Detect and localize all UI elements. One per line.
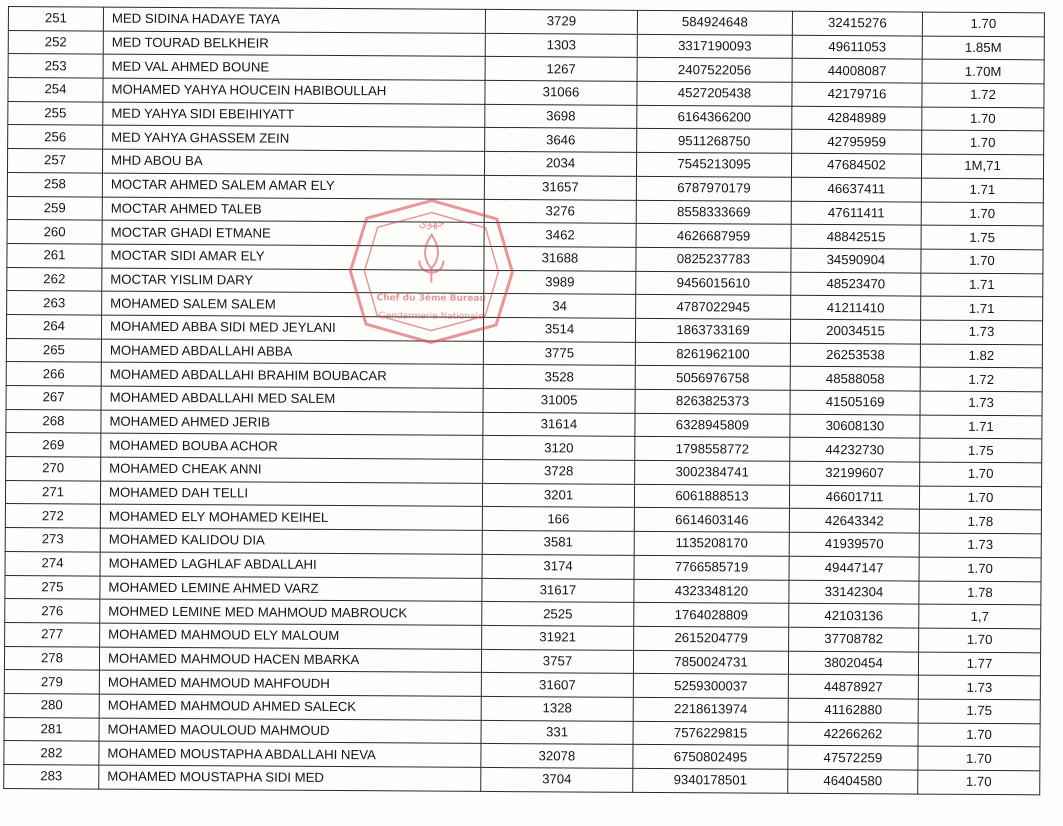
cell-height: 1M,71 — [921, 154, 1043, 178]
cell-nni: 6614603146 — [634, 508, 789, 533]
cell-num: 272 — [5, 504, 100, 528]
cell-name: MOHMED LEMINE MED MAHMOUD MABROUCK — [100, 599, 482, 625]
cell-nni: 1135208170 — [634, 531, 789, 556]
cell-height: 1.71 — [920, 415, 1042, 439]
cell-num: 274 — [5, 551, 100, 575]
cell-phone: 46601711 — [789, 485, 919, 509]
cell-code: 31617 — [482, 578, 634, 603]
cell-code: 31607 — [481, 673, 633, 698]
cell-nni: 7545213095 — [636, 152, 791, 177]
cell-phone: 42179716 — [792, 82, 922, 106]
cell-name: MOHAMED ABDALLAHI BRAHIM BOUBACAR — [101, 362, 483, 388]
cell-height: 1.70M — [922, 59, 1044, 83]
cell-phone: 26253538 — [790, 343, 920, 367]
cell-height: 1.70 — [922, 131, 1044, 155]
cell-nni: 1863733169 — [635, 318, 790, 343]
cell-nni: 4787022945 — [636, 295, 791, 320]
cell-nni: 6061888513 — [634, 484, 789, 509]
cell-code: 3120 — [483, 436, 635, 461]
cell-nni: 8261962100 — [635, 342, 790, 367]
cell-name: MOHAMED LEMINE AHMED VARZ — [100, 576, 482, 602]
cell-name: MOCTAR AHMED TALEB — [102, 197, 484, 223]
cell-nni: 1798558772 — [635, 437, 790, 462]
cell-phone: 20034515 — [790, 319, 920, 343]
cell-phone: 37708782 — [789, 627, 919, 651]
stamp-text-bottom: Gendarmerie Nationale — [378, 311, 484, 322]
cell-phone: 44232730 — [790, 438, 920, 462]
cell-nni: 2407522056 — [637, 58, 792, 83]
cell-height: 1,7 — [919, 604, 1041, 628]
cell-phone: 47611411 — [791, 201, 921, 225]
cell-phone: 44878927 — [788, 675, 918, 699]
cell-num: 252 — [8, 30, 103, 54]
cell-phone: 32415276 — [792, 11, 922, 35]
cell-num: 255 — [8, 101, 103, 125]
cell-num: 283 — [4, 764, 99, 788]
cell-num: 281 — [4, 717, 99, 741]
cell-name: MOHAMED ABDALLAHI MED SALEM — [101, 386, 483, 412]
cell-phone: 48588058 — [790, 367, 920, 391]
cell-num: 254 — [8, 78, 103, 102]
cell-height: 1.70 — [920, 462, 1042, 486]
cell-num: 268 — [6, 409, 101, 433]
cell-num: 275 — [5, 575, 100, 599]
cell-phone: 41505169 — [790, 390, 920, 414]
cell-phone: 41211410 — [791, 296, 921, 320]
cell-code: 3528 — [483, 365, 635, 390]
cell-height: 1.71 — [921, 178, 1043, 202]
cell-name: MOHAMED BOUBA ACHOR — [101, 433, 483, 459]
cell-nni: 8263825373 — [635, 389, 790, 414]
cell-code: 3646 — [485, 128, 637, 153]
cell-name: MOHAMED MOUSTAPHA SIDI MED — [99, 765, 481, 791]
cell-code: 3775 — [483, 341, 635, 366]
cell-name: MOHAMED MAHMOUD HACEN MBARKA — [99, 647, 481, 673]
cell-height: 1.78 — [919, 581, 1041, 605]
cell-name: MOHAMED LAGHLAF ABDALLAHI — [100, 552, 482, 578]
cell-num: 259 — [7, 196, 102, 220]
cell-nni: 9340178501 — [633, 768, 788, 793]
cell-num: 273 — [5, 528, 100, 552]
cell-code: 331 — [481, 720, 633, 745]
cell-height: 1.73 — [919, 533, 1041, 557]
cell-name: MOHAMED ELY MOHAMED KEIHEL — [100, 505, 482, 531]
cell-num: 282 — [4, 741, 99, 765]
cell-nni: 3002384741 — [635, 460, 790, 485]
cell-code: 31657 — [484, 175, 636, 200]
table-row — [4, 764, 1040, 794]
cell-phone: 33142304 — [789, 580, 919, 604]
cell-num: 262 — [7, 267, 102, 291]
cell-name: MED VAL AHMED BOUNE — [103, 54, 485, 80]
cell-code: 3704 — [481, 767, 633, 792]
cell-phone: 42266262 — [788, 722, 918, 746]
cell-name: MOHAMED AHMED JERIB — [101, 410, 483, 436]
cell-phone: 44008087 — [792, 59, 922, 83]
cell-height: 1.70 — [918, 723, 1040, 747]
cell-code: 2034 — [484, 152, 636, 177]
cell-nni: 1764028809 — [634, 603, 789, 628]
cell-phone: 48842515 — [791, 224, 921, 248]
cell-name: MOHAMED MAOULOUD MAHMOUD — [99, 718, 481, 744]
cell-nni: 6328945809 — [635, 413, 790, 438]
cell-num: 277 — [5, 622, 100, 646]
cell-nni: 7766585719 — [634, 555, 789, 580]
cell-height: 1.70 — [922, 107, 1044, 131]
cell-name: MED SIDINA HADAYE TAYA — [103, 7, 485, 33]
cell-height: 1.70 — [918, 770, 1040, 794]
cell-code: 31005 — [483, 388, 635, 413]
cell-num: 253 — [8, 54, 103, 78]
cell-code: 3276 — [484, 199, 636, 224]
cell-phone: 41939570 — [789, 532, 919, 556]
stamp-text-center: Chef du 3ème Bureau — [376, 293, 486, 304]
cell-name: MOHAMED DAH TELLI — [100, 481, 482, 507]
cell-height: 1.73 — [918, 675, 1040, 699]
cell-height: 1.70 — [919, 557, 1041, 581]
cell-phone: 30608130 — [790, 414, 920, 438]
document-sheet — [3, 6, 1048, 795]
cell-num: 263 — [7, 291, 102, 315]
cell-nni: 9456015610 — [636, 271, 791, 296]
cell-num: 257 — [7, 149, 102, 173]
cell-height: 1.72 — [920, 367, 1042, 391]
cell-code: 3728 — [483, 459, 635, 484]
cell-code: 2525 — [482, 602, 634, 627]
cell-phone: 49611053 — [792, 35, 922, 59]
cell-nni: 5056976758 — [635, 366, 790, 391]
cell-num: 276 — [5, 599, 100, 623]
cell-height: 1.70 — [921, 249, 1043, 273]
stamp-text-top: جهوي — [418, 216, 445, 230]
cell-height: 1.75 — [920, 438, 1042, 462]
cell-height: 1.75 — [918, 699, 1040, 723]
cell-height: 1.70 — [921, 202, 1043, 226]
cell-code: 1303 — [485, 33, 637, 58]
cell-height: 1.72 — [922, 83, 1044, 107]
cell-code: 32078 — [481, 744, 633, 769]
cell-code: 3757 — [481, 649, 633, 674]
cell-code: 3174 — [482, 554, 634, 579]
cell-nni: 584924648 — [637, 10, 792, 35]
cell-phone: 42848989 — [792, 106, 922, 130]
cell-code: 3201 — [482, 483, 634, 508]
cell-code: 3989 — [484, 270, 636, 295]
cell-code: 166 — [482, 507, 634, 532]
cell-num: 265 — [6, 338, 101, 362]
cell-num: 260 — [7, 220, 102, 244]
cell-num: 264 — [6, 314, 101, 338]
cell-nni: 7576229815 — [633, 721, 788, 746]
cell-height: 1.70 — [919, 628, 1041, 652]
cell-height: 1.78 — [919, 510, 1041, 534]
cell-phone: 32199607 — [790, 461, 920, 485]
cell-height: 1.75 — [921, 225, 1043, 249]
cell-num: 266 — [6, 362, 101, 386]
cell-nni: 9511268750 — [637, 129, 792, 154]
cell-num: 261 — [7, 243, 102, 267]
cell-name: MED TOURAD BELKHEIR — [103, 31, 485, 57]
cell-name: MOHAMED SALEM SALEM — [102, 291, 484, 317]
cell-name: MOHAMED CHEAK ANNI — [101, 457, 483, 483]
cell-code: 1328 — [481, 696, 633, 721]
cell-name: MOHAMED KALIDOU DIA — [100, 528, 482, 554]
cell-code: 3581 — [482, 531, 634, 556]
cell-name: MOHAMED ABDALLAHI ABBA — [101, 339, 483, 365]
cell-code: 3514 — [483, 317, 635, 342]
cell-num: 269 — [6, 433, 101, 457]
cell-height: 1.70 — [922, 12, 1044, 36]
cell-phone: 46404580 — [788, 769, 918, 793]
cell-phone: 46637411 — [791, 177, 921, 201]
cell-nni: 2615204779 — [634, 626, 789, 651]
cell-height: 1.73 — [920, 391, 1042, 415]
cell-nni: 2218613974 — [633, 697, 788, 722]
cell-name: MOHAMED ABBA SIDI MED JEYLANI — [101, 315, 483, 341]
cell-nni: 6750802495 — [633, 745, 788, 770]
cell-phone: 47684502 — [791, 153, 921, 177]
cell-num: 251 — [8, 7, 103, 31]
cell-phone: 42103136 — [789, 603, 919, 627]
cell-nni: 6164366200 — [637, 105, 792, 130]
cell-height: 1.85M — [922, 36, 1044, 60]
cell-height: 1.77 — [918, 652, 1040, 676]
cell-phone: 42643342 — [789, 509, 919, 533]
cell-num: 279 — [4, 670, 99, 694]
cell-code: 31066 — [485, 80, 637, 105]
cell-height: 1.82 — [920, 344, 1042, 368]
cell-name: MOCTAR GHADI ETMANE — [102, 220, 484, 246]
cell-code: 31688 — [484, 246, 636, 271]
cell-num: 267 — [6, 385, 101, 409]
cell-name: MOHAMED MAHMOUD MAHFOUDH — [99, 670, 481, 696]
cell-num: 270 — [6, 457, 101, 481]
roster-table — [3, 6, 1045, 795]
cell-phone: 34590904 — [791, 248, 921, 272]
cell-name: MHD ABOU BA — [102, 149, 484, 175]
cell-name: MOHAMED MAHMOUD AHMED SALECK — [99, 694, 481, 720]
cell-name: MOHAMED MAHMOUD ELY MALOUM — [100, 623, 482, 649]
cell-num: 280 — [4, 693, 99, 717]
cell-code: 1267 — [485, 57, 637, 82]
cell-code: 31921 — [482, 625, 634, 650]
cell-name: MOHAMED MOUSTAPHA ABDALLAHI NEVA — [99, 741, 481, 767]
cell-nni: 7850024731 — [633, 650, 788, 675]
cell-num: 256 — [8, 125, 103, 149]
cell-nni: 4626687959 — [636, 224, 791, 249]
cell-phone: 42795959 — [792, 130, 922, 154]
cell-height: 1.71 — [921, 296, 1043, 320]
cell-height: 1.71 — [921, 273, 1043, 297]
cell-nni: 4323348120 — [634, 579, 789, 604]
cell-name: MOCTAR SIDI AMAR ELY — [102, 244, 484, 270]
cell-nni: 0825237783 — [636, 247, 791, 272]
cell-code: 34 — [484, 294, 636, 319]
cell-name: MOHAMED YAHYA HOUCEIN HABIBOULLAH — [103, 78, 485, 104]
cell-phone: 49447147 — [789, 556, 919, 580]
cell-code: 3729 — [485, 9, 637, 34]
cell-phone: 38020454 — [788, 651, 918, 675]
cell-num: 271 — [5, 480, 100, 504]
cell-nni: 4527205438 — [637, 81, 792, 106]
cell-height: 1.70 — [918, 746, 1040, 770]
cell-height: 1.70 — [919, 486, 1041, 510]
cell-nni: 3317190093 — [637, 34, 792, 59]
cell-num: 258 — [7, 172, 102, 196]
cell-code: 3462 — [484, 223, 636, 248]
cell-nni: 8558333669 — [636, 200, 791, 225]
cell-code: 31614 — [483, 412, 635, 437]
cell-nni: 5259300037 — [633, 674, 788, 699]
cell-phone: 47572259 — [788, 746, 918, 770]
cell-phone: 48523470 — [791, 272, 921, 296]
cell-phone: 41162880 — [788, 698, 918, 722]
cell-num: 278 — [4, 646, 99, 670]
cell-height: 1.73 — [920, 320, 1042, 344]
cell-name: MED YAHYA GHASSEM ZEIN — [103, 126, 485, 152]
cell-name: MOCTAR YISLIM DARY — [102, 268, 484, 294]
cell-nni: 6787970179 — [636, 176, 791, 201]
cell-name: MOCTAR AHMED SALEM AMAR ELY — [102, 173, 484, 199]
roster-table-body — [4, 7, 1045, 795]
cell-name: MED YAHYA SIDI EBEIHIYATT — [103, 102, 485, 128]
cell-code: 3698 — [485, 104, 637, 129]
